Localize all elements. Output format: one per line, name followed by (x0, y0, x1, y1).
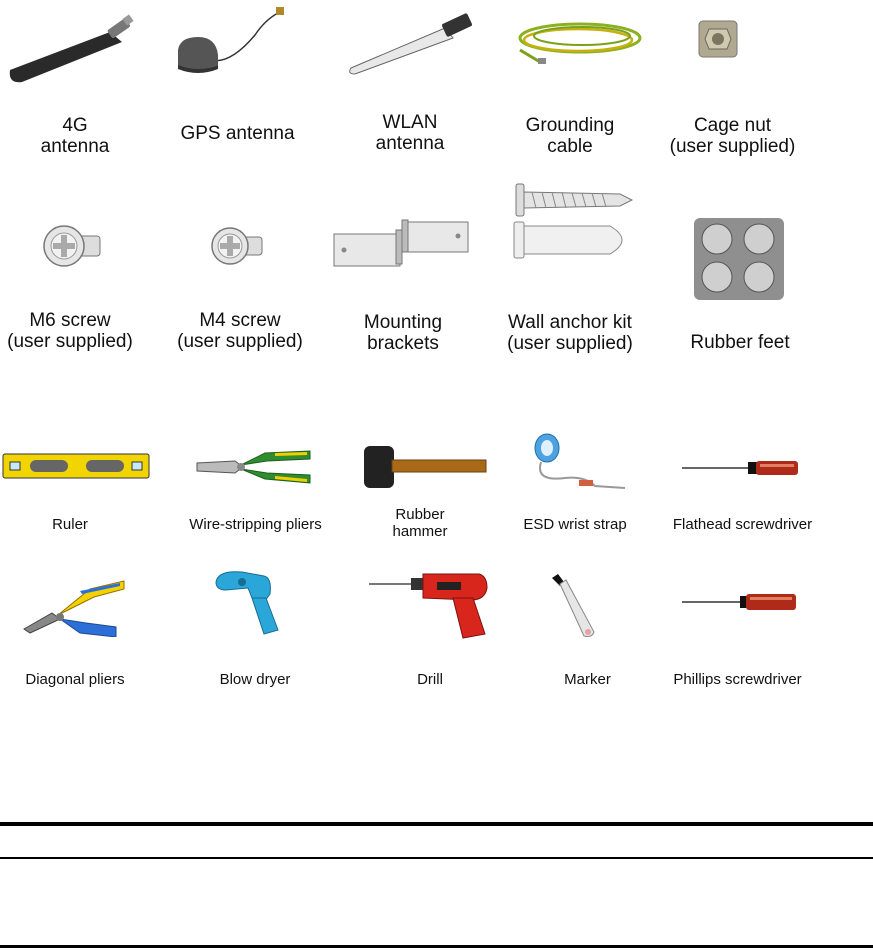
label-m6-screw: M6 screw (user supplied) (7, 310, 133, 353)
diagonal-pliers-image (20, 575, 130, 637)
label-cage-nut: Cage nut (user supplied) (669, 115, 796, 158)
label-esd-wrist-strap: ESD wrist strap (523, 516, 627, 533)
label-drill: Drill (417, 671, 443, 688)
wall-anchor-kit-image (510, 182, 640, 262)
label-wire-stripping-pliers: Wire-stripping pliers (189, 516, 322, 533)
label-4g-antenna: 4G antenna (40, 115, 110, 158)
flathead-screwdriver-image (680, 458, 800, 478)
label-gps-antenna: GPS antenna (180, 123, 295, 144)
label-rubber-hammer: Rubber hammer (392, 506, 448, 540)
m4-screw-image (208, 224, 268, 270)
m6-screw-image (40, 222, 105, 272)
drill-image (367, 570, 492, 642)
marker-image (548, 572, 608, 644)
cage-nut-image (695, 15, 745, 65)
grounding-cable-image (510, 10, 645, 70)
ruler-image (2, 452, 150, 480)
table-header-rule (0, 857, 873, 859)
mounting-brackets-image (330, 218, 475, 270)
label-ruler: Ruler (52, 516, 88, 533)
blow-dryer-image (212, 568, 292, 640)
label-grounding-cable: Grounding cable (525, 115, 615, 158)
table-top-rule (0, 822, 873, 826)
esd-wrist-strap-image (525, 432, 635, 494)
label-rubber-feet: Rubber feet (690, 332, 790, 353)
rubber-feet-image (693, 217, 785, 301)
label-wall-anchor-kit: Wall anchor kit (user supplied) (507, 312, 633, 355)
label-blow-dryer: Blow dryer (219, 671, 291, 688)
label-mounting-brackets: Mounting brackets (363, 312, 443, 355)
table-bottom-rule (0, 945, 873, 948)
wlan-antenna-image (345, 8, 485, 78)
label-phillips-screwdriver: Phillips screwdriver (673, 671, 802, 688)
label-flathead-screwdriver: Flathead screwdriver (672, 516, 813, 533)
wire-stripping-pliers-image (195, 445, 315, 490)
label-wlan-antenna: WLAN antenna (375, 112, 445, 155)
rubber-hammer-image (362, 440, 490, 492)
label-diagonal-pliers: Diagonal pliers (25, 671, 125, 688)
gps-antenna-image (170, 5, 290, 80)
label-m4-screw: M4 screw (user supplied) (177, 310, 303, 353)
label-marker: Marker (564, 671, 611, 688)
phillips-screwdriver-image (680, 592, 800, 612)
4g-antenna-image (0, 10, 150, 85)
